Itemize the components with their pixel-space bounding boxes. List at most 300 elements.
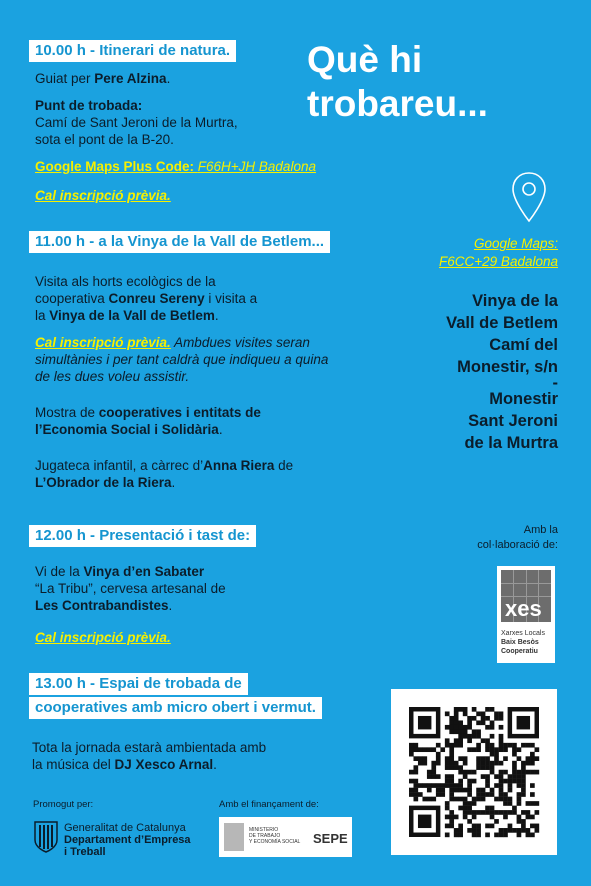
qr-module: [476, 810, 481, 815]
qr-module: [490, 792, 495, 797]
qr-module: [476, 824, 481, 829]
maps-label-link[interactable]: Google Maps:: [473, 236, 558, 251]
qr-module: [463, 761, 468, 766]
qr-module: [508, 783, 513, 788]
qr-module: [481, 716, 486, 721]
xes-caption-line: Cooperatiu: [501, 648, 538, 655]
qr-module: [512, 828, 517, 833]
qr-module: [431, 770, 436, 775]
qr-module: [449, 824, 454, 829]
qr-module: [494, 810, 499, 815]
qr-module: [463, 707, 468, 712]
qr-code[interactable]: [391, 689, 557, 855]
qr-module: [454, 765, 459, 770]
qr-module: [463, 774, 468, 779]
qr-module: [449, 774, 454, 779]
qr-module: [409, 792, 414, 797]
location-address: [446, 290, 558, 454]
qr-module: [485, 765, 490, 770]
qr-module: [476, 720, 481, 725]
registration-link-3[interactable]: Cal inscripció prèvia.: [35, 630, 171, 645]
qr-module: [454, 788, 459, 793]
qr-module: [485, 824, 490, 829]
qr-module: [499, 779, 504, 784]
qr-module: [472, 810, 477, 815]
qr-module: [503, 833, 508, 838]
qr-module: [512, 774, 517, 779]
qr-module: [436, 743, 441, 748]
section-3-header: 12.00 h - Presentació i tast de:: [29, 525, 256, 547]
qr-module: [463, 788, 468, 793]
qr-module: [476, 797, 481, 802]
qr-module: [458, 828, 463, 833]
qr-module: [445, 743, 450, 748]
qr-module: [499, 770, 504, 775]
wine-line: Vi de la Vinya d’en Sabater: [35, 564, 205, 579]
qr-module: [521, 828, 526, 833]
qr-module: [476, 833, 481, 838]
qr-module: [499, 783, 504, 788]
qr-module: [449, 779, 454, 784]
qr-module: [512, 761, 517, 766]
qr-module: [490, 743, 495, 748]
page-title: [307, 38, 488, 126]
qr-module: [535, 824, 540, 829]
qr-module: [454, 729, 459, 734]
qr-module: [530, 761, 535, 766]
qr-module: [530, 792, 535, 797]
qr-module: [445, 779, 450, 784]
title-line-2: trobareu...: [307, 83, 488, 124]
qr-module: [476, 747, 481, 752]
qr-module: [427, 770, 432, 775]
qr-module: [445, 833, 450, 838]
qr-module: [445, 824, 450, 829]
qr-module: [413, 770, 418, 775]
qr-module: [530, 770, 535, 775]
qr-module: [512, 770, 517, 775]
qr-module: [499, 734, 504, 739]
qr-module: [508, 774, 513, 779]
qr-module: [476, 711, 481, 716]
qr-module: [490, 761, 495, 766]
qr-module: [517, 756, 522, 761]
qr-module: [503, 810, 508, 815]
qr-module: [449, 797, 454, 802]
qr-module: [472, 801, 477, 806]
qr-module: [499, 797, 504, 802]
qr-module: [476, 765, 481, 770]
qr-module: [413, 783, 418, 788]
qr-module: [463, 711, 468, 716]
location-line: Sant Jeroni: [468, 412, 558, 430]
qr-module: [508, 810, 513, 815]
qr-module: [526, 810, 531, 815]
maps-code-link-1[interactable]: Google Maps Plus Code: F66H+JH Badalona: [35, 159, 316, 174]
qr-module: [449, 729, 454, 734]
qr-module: [467, 720, 472, 725]
qr-module: [445, 774, 450, 779]
qr-module: [467, 716, 472, 721]
qr-module: [517, 774, 522, 779]
qr-module: [521, 774, 526, 779]
qr-module: [517, 747, 522, 752]
qr-module: [463, 806, 468, 811]
note-line-1: Cal inscripció prèvia. Ambdues visites seran: [35, 335, 310, 350]
location-line: Camí del: [489, 336, 558, 354]
qr-module: [445, 756, 450, 761]
qr-module: [535, 747, 540, 752]
qr-module: [508, 788, 513, 793]
qr-module: [481, 765, 486, 770]
qr-module: [494, 747, 499, 752]
gencat-logo-icon: [33, 820, 59, 854]
qr-module: [409, 747, 414, 752]
qr-module: [463, 756, 468, 761]
qr-module: [490, 725, 495, 730]
note-line-2: simultànies i per tant caldrà que indiqueu a quina: [35, 352, 329, 367]
qr-module: [458, 824, 463, 829]
qr-module: [485, 806, 490, 811]
qr-module: [467, 725, 472, 730]
music-line-2: la música del DJ Xesco Arnal.: [32, 757, 217, 772]
qr-module: [476, 828, 481, 833]
qr-module: [503, 792, 508, 797]
qr-module: [427, 783, 432, 788]
qr-module: [485, 761, 490, 766]
qr-module: [413, 779, 418, 784]
qr-module: [436, 788, 441, 793]
qr-module: [508, 779, 513, 784]
qr-module: [521, 824, 526, 829]
qr-module: [485, 810, 490, 815]
qr-module: [467, 788, 472, 793]
qr-module: [458, 729, 463, 734]
qr-module: [476, 756, 481, 761]
qr-module: [463, 797, 468, 802]
meeting-line-1: Camí de Sant Jeroni de la Murtra,: [35, 115, 238, 130]
qr-module: [503, 801, 508, 806]
qr-module: [445, 725, 450, 730]
qr-module: [458, 743, 463, 748]
gencat-line: Generalitat de Catalunya: [64, 822, 186, 834]
qr-module: [485, 792, 490, 797]
meeting-label: Punt de trobada:: [35, 98, 143, 113]
qr-module: [503, 815, 508, 820]
qr-module: [472, 815, 477, 820]
qr-module: [431, 761, 436, 766]
qr-module: [436, 756, 441, 761]
qr-module: [530, 752, 535, 757]
qr-module: [521, 770, 526, 775]
qr-module: [490, 734, 495, 739]
qr-module: [481, 711, 486, 716]
qr-module: [449, 752, 454, 757]
qr-module: [422, 783, 427, 788]
qr-module: [494, 756, 499, 761]
qr-module: [445, 806, 450, 811]
qr-module: [427, 797, 432, 802]
qr-module: [499, 711, 504, 716]
qr-module: [440, 792, 445, 797]
qr-module: [517, 792, 522, 797]
qr-module: [499, 716, 504, 721]
qr-module: [413, 765, 418, 770]
qr-module: [481, 756, 486, 761]
xes-logo-mark: [501, 570, 551, 622]
qr-module: [413, 743, 418, 748]
qr-module: [517, 797, 522, 802]
qr-module: [476, 734, 481, 739]
qr-module: [485, 756, 490, 761]
qr-module: [431, 747, 436, 752]
qr-module: [481, 720, 486, 725]
qr-module: [422, 797, 427, 802]
qr-module: [449, 792, 454, 797]
qr-module: [454, 828, 459, 833]
qr-module: [418, 761, 423, 766]
qr-module: [467, 828, 472, 833]
qr-module: [494, 819, 499, 824]
qr-module: [449, 765, 454, 770]
qr-module: [481, 797, 486, 802]
qr-module: [481, 792, 486, 797]
collab-label-1: Amb la: [523, 524, 558, 536]
qr-module: [413, 788, 418, 793]
qr-module: [526, 828, 531, 833]
qr-module: [490, 806, 495, 811]
ministry-line: DE TRABAJO: [249, 833, 281, 839]
qr-module: [472, 828, 477, 833]
qr-module: [467, 783, 472, 788]
qr-module: [485, 774, 490, 779]
qr-module: [503, 756, 508, 761]
beer-brand-line: Les Contrabandistes.: [35, 598, 173, 613]
qr-module: [458, 738, 463, 743]
qr-module: [458, 707, 463, 712]
beer-line: “La Tribu”, cervesa artesanal de: [35, 581, 226, 596]
meeting-line-2: sota el pont de la B-20.: [35, 132, 174, 147]
qr-module: [458, 806, 463, 811]
qr-module: [463, 770, 468, 775]
qr-module: [467, 801, 472, 806]
qr-module: [422, 756, 427, 761]
qr-module: [472, 770, 477, 775]
qr-module: [508, 797, 513, 802]
qr-module: [431, 774, 436, 779]
qr-module: [409, 770, 414, 775]
gencat-text: [64, 822, 191, 858]
qr-module: [467, 806, 472, 811]
qr-module: [449, 788, 454, 793]
qr-module: [463, 725, 468, 730]
qr-module: [521, 788, 526, 793]
qr-module: [445, 783, 450, 788]
section-1-header: 10.00 h - Itinerari de natura.: [29, 40, 236, 62]
fair-line-1: Mostra de cooperatives i entitats de: [35, 405, 261, 420]
qr-module: [463, 734, 468, 739]
qr-module: [485, 833, 490, 838]
section-2-header: 11.00 h - a la Vinya de la Vall de Betlem...: [29, 231, 330, 253]
qr-module: [521, 765, 526, 770]
qr-module: [490, 810, 495, 815]
qr-module: [535, 756, 540, 761]
qr-module: [467, 779, 472, 784]
qr-module: [535, 810, 540, 815]
qr-module: [521, 810, 526, 815]
guide-text: Guiat per Pere Alzina.: [35, 71, 171, 86]
qr-module: [490, 770, 495, 775]
qr-module: [494, 797, 499, 802]
qr-module: [458, 797, 463, 802]
qr-module: [503, 743, 508, 748]
qr-module: [481, 774, 486, 779]
qr-module: [427, 774, 432, 779]
qr-module: [535, 828, 540, 833]
qr-module: [458, 779, 463, 784]
qr-module: [454, 725, 459, 730]
qr-module: [512, 779, 517, 784]
qr-module: [499, 743, 504, 748]
qr-module: [454, 738, 459, 743]
qr-module: [499, 774, 504, 779]
ministry-logo: [219, 817, 352, 857]
qr-module: [476, 792, 481, 797]
registration-link-2[interactable]: Cal inscripció prèvia.: [35, 335, 171, 350]
qr-module: [517, 815, 522, 820]
qr-module: [454, 815, 459, 820]
qr-module: [530, 743, 535, 748]
qr-module: [490, 707, 495, 712]
qr-module: [409, 743, 414, 748]
fair-line-2: l’Economia Social i Solidària.: [35, 422, 223, 437]
qr-module: [517, 770, 522, 775]
qr-module: [409, 779, 414, 784]
location-line: -: [552, 374, 558, 392]
qr-module: [508, 824, 513, 829]
note-line-3: de les dues voleu assistir.: [35, 369, 190, 384]
qr-module: [449, 725, 454, 730]
qr-code-pattern: [391, 689, 557, 855]
qr-module: [521, 819, 526, 824]
qr-module: [494, 711, 499, 716]
qr-module: [503, 770, 508, 775]
gencat-line: i Treball: [64, 846, 106, 858]
qr-module: [449, 743, 454, 748]
qr-module: [472, 779, 477, 784]
qr-module: [431, 765, 436, 770]
qr-module: [526, 761, 531, 766]
qr-module: [521, 783, 526, 788]
promoted-label: Promogut per:: [33, 799, 94, 810]
qr-module: [526, 770, 531, 775]
qr-module: [427, 788, 432, 793]
qr-module: [512, 810, 517, 815]
qr-module: [445, 765, 450, 770]
qr-module: [485, 716, 490, 721]
qr-module: [440, 783, 445, 788]
qr-module: [413, 756, 418, 761]
qr-module: [472, 716, 477, 721]
qr-module: [449, 815, 454, 820]
qr-module: [526, 815, 531, 820]
qr-module: [445, 711, 450, 716]
qr-module: [526, 833, 531, 838]
qr-module: [476, 761, 481, 766]
maps-code-link-2[interactable]: F6CC+29 Badalona: [439, 254, 558, 269]
qr-module: [445, 761, 450, 766]
qr-module: [445, 801, 450, 806]
qr-module: [436, 792, 441, 797]
qr-module: [440, 747, 445, 752]
registration-link-1[interactable]: Cal inscripció prèvia.: [35, 188, 171, 203]
qr-module: [481, 738, 486, 743]
qr-module: [418, 747, 423, 752]
qr-module: [467, 810, 472, 815]
qr-module: [503, 779, 508, 784]
qr-module: [521, 743, 526, 748]
qr-module: [458, 788, 463, 793]
kids-line-2: L’Obrador de la Riera.: [35, 475, 176, 490]
qr-module: [485, 743, 490, 748]
qr-module: [436, 752, 441, 757]
qr-module: [512, 752, 517, 757]
qr-module: [449, 720, 454, 725]
qr-module: [499, 761, 504, 766]
qr-module: [449, 761, 454, 766]
qr-module: [485, 707, 490, 712]
location-line: Vinya de la: [472, 292, 558, 310]
qr-module: [517, 783, 522, 788]
qr-module: [508, 743, 513, 748]
qr-module: [472, 824, 477, 829]
qr-module: [517, 819, 522, 824]
qr-module: [467, 734, 472, 739]
qr-module: [458, 725, 463, 730]
qr-module: [517, 801, 522, 806]
qr-module: [454, 707, 459, 712]
qr-module: [494, 774, 499, 779]
music-line-1: Tota la jornada estarà ambientada amb: [32, 740, 267, 755]
visit-line-3: la Vinya de la Vall de Betlem.: [35, 308, 219, 323]
qr-module: [508, 828, 513, 833]
qr-module: [458, 756, 463, 761]
qr-module: [517, 833, 522, 838]
qr-module: [490, 720, 495, 725]
qr-module: [413, 792, 418, 797]
qr-module: [499, 833, 504, 838]
qr-module: [503, 828, 508, 833]
qr-module: [418, 783, 423, 788]
qr-module: [535, 770, 540, 775]
qr-module: [485, 725, 490, 730]
qr-module: [422, 761, 427, 766]
xes-caption-line: Xarxes Locals: [501, 630, 545, 637]
qr-module: [472, 797, 477, 802]
qr-module: [512, 747, 517, 752]
qr-module: [535, 801, 540, 806]
qr-module: [517, 779, 522, 784]
qr-module: [472, 707, 477, 712]
qr-module: [472, 747, 477, 752]
qr-module: [476, 743, 481, 748]
qr-module: [521, 761, 526, 766]
location-line: de la Murtra: [464, 434, 558, 452]
qr-module: [476, 729, 481, 734]
qr-module: [454, 743, 459, 748]
ministry-line: MINISTERIO: [249, 827, 279, 833]
qr-module: [517, 716, 530, 729]
